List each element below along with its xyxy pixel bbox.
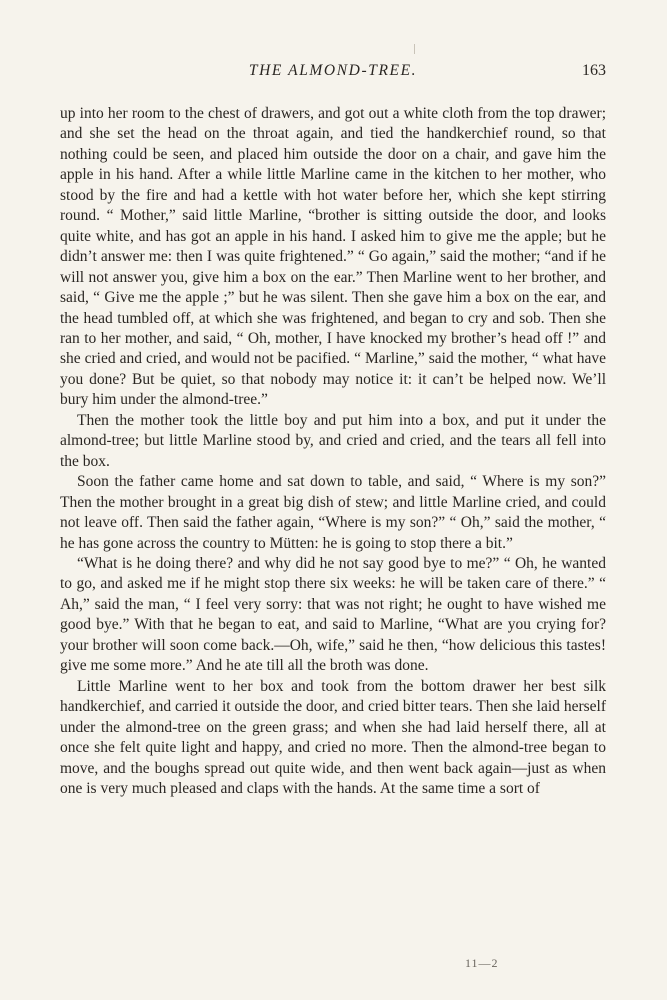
page-number: 163 [582,62,606,79]
running-title: THE ALMOND-TREE. [248,62,418,79]
paper-speck [414,44,415,54]
paragraph-continuation: up into her room to the chest of drawers, and got out a white cloth from the top drawer; and she set the head on the throat again, and tied the handkerchief round, so that nothing could be seen, and placed him outside the door on a chair, and gave him the apple in his hand. After a while little Marline came in the kitchen to her mother, who stood by the fire and had a kettle with hot water before her, which she kept stirring round. “ Mother,” said little Marline, “brother is sitting outside the door, and looks quite white, and has got an apple in his hand. I asked him to give me the apple; but he didn’t answer me: then I was quite frightened.” “ Go again,” said the mother; “and if he will not answer you, give him a box on the ear.” Then Marline went to her brother, and said, “ Give me the apple ;” but he was silent. Then she gave him a box on the ear, and the head tumbled off, at which she was frightened, and began to cry and sob. Then she ran to her mother, and said, “ Oh, mother, I have knocked my brother’s head off !” and she cried and cried, and would not be pacified. “ Marline,” said the mother, “ what have you done? But be quiet, so that nobody may notice it: it can’t be helped now. We’ll bury him under the almond-tree.” [60,105,606,409]
body-text [60,104,606,799]
paragraph: Little Marline went to her box and took from the bottom drawer her best silk handkerchief, and carried it outside the door, and cried bitter tears. Then she laid herself under the almond-tree on the green grass; and when she had laid herself there, all at once she felt quite light and happy, and cried no more. Then the almond-tree began to move, and the boughs spread out quite wide, and then went back again—just as when one is very much pleased and claps with the hands. At the same time a sort of [60,677,606,797]
signature-mark: 11—2 [465,956,499,970]
paragraph: Then the mother took the little boy and put him into a box, and put it under the almond-tree; but little Marline stood by, and cried and cried, and the tears all fell into the box. [60,411,606,470]
paragraph: “What is he doing there? and why did he not say good bye to me?” “ Oh, he wanted to go, and asked me if he might stop there six weeks: he will be taken care of there.” “ Ah,” said the man, “ I feel very sorry: that was not right; he ought to have wished me good bye.” With that he began to eat, and said to Marline, “What are you crying for? your brother will soon come back.—Oh, wife,” said he then, “how delicious this tastes! give me some more.” And he ate till all the broth was done. [60,554,606,675]
page-header [60,62,606,84]
paragraph: Soon the father came home and sat down to table, and said, “ Where is my son?” Then the mother brought in a great big dish of stew; and little Marline cried, and could not leave off. Then said the father again, “Where is my son?” “ Oh,” said the mother, “ he has gone across the country to Mütten: he is going to stop there a bit.” [60,473,606,552]
